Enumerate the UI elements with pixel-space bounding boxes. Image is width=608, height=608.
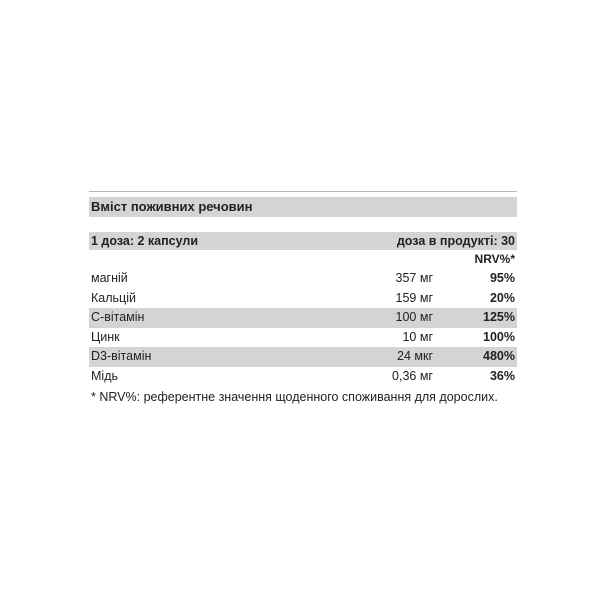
- nutrient-name: С-вітамін: [91, 310, 145, 324]
- nutrient-nrv: 100%: [483, 329, 515, 344]
- nutrient-amount: 100 мг: [395, 310, 433, 324]
- nutrient-amount: 159 мг: [395, 290, 433, 305]
- dose-size: 1 доза: 2 капсули: [91, 234, 199, 248]
- table-row: [89, 347, 517, 367]
- table-row: [89, 308, 517, 328]
- top-divider: [89, 191, 517, 192]
- table-row: [89, 367, 517, 387]
- nutrient-amount: 357 мг: [395, 271, 433, 285]
- nutrient-nrv: 36%: [489, 368, 515, 383]
- nutrient-name: D3-вітамін: [91, 349, 152, 363]
- nrv-column-header: NRV%*: [474, 252, 515, 266]
- panel-title: Вміст поживних речовин: [89, 197, 517, 217]
- nutrient-name: Кальцій: [91, 290, 136, 305]
- nutrition-panel: [89, 191, 517, 404]
- table-row: [89, 328, 517, 348]
- nutrient-amount: 0,36 мг: [392, 368, 433, 383]
- nutrient-name: Цинк: [91, 329, 120, 344]
- dose-info-bar: [89, 232, 517, 250]
- nutrient-nrv: 20%: [489, 290, 515, 305]
- nutrient-name: магній: [91, 271, 128, 285]
- nutrient-nrv: 480%: [483, 349, 515, 363]
- nutrient-amount: 10 мг: [402, 329, 433, 344]
- table-row: [89, 269, 517, 289]
- nutrient-nrv: 125%: [483, 310, 515, 324]
- doses-per-product: доза в продукті: 30: [396, 234, 515, 248]
- nrv-footnote: * NRV%: референтне значення щоденного споживання для дорослих.: [91, 390, 498, 404]
- nutrient-amount: 24 мкг: [397, 349, 433, 363]
- table-row: [89, 289, 517, 309]
- nutrient-nrv: 95%: [489, 271, 515, 285]
- nutrient-name: Мідь: [91, 368, 118, 383]
